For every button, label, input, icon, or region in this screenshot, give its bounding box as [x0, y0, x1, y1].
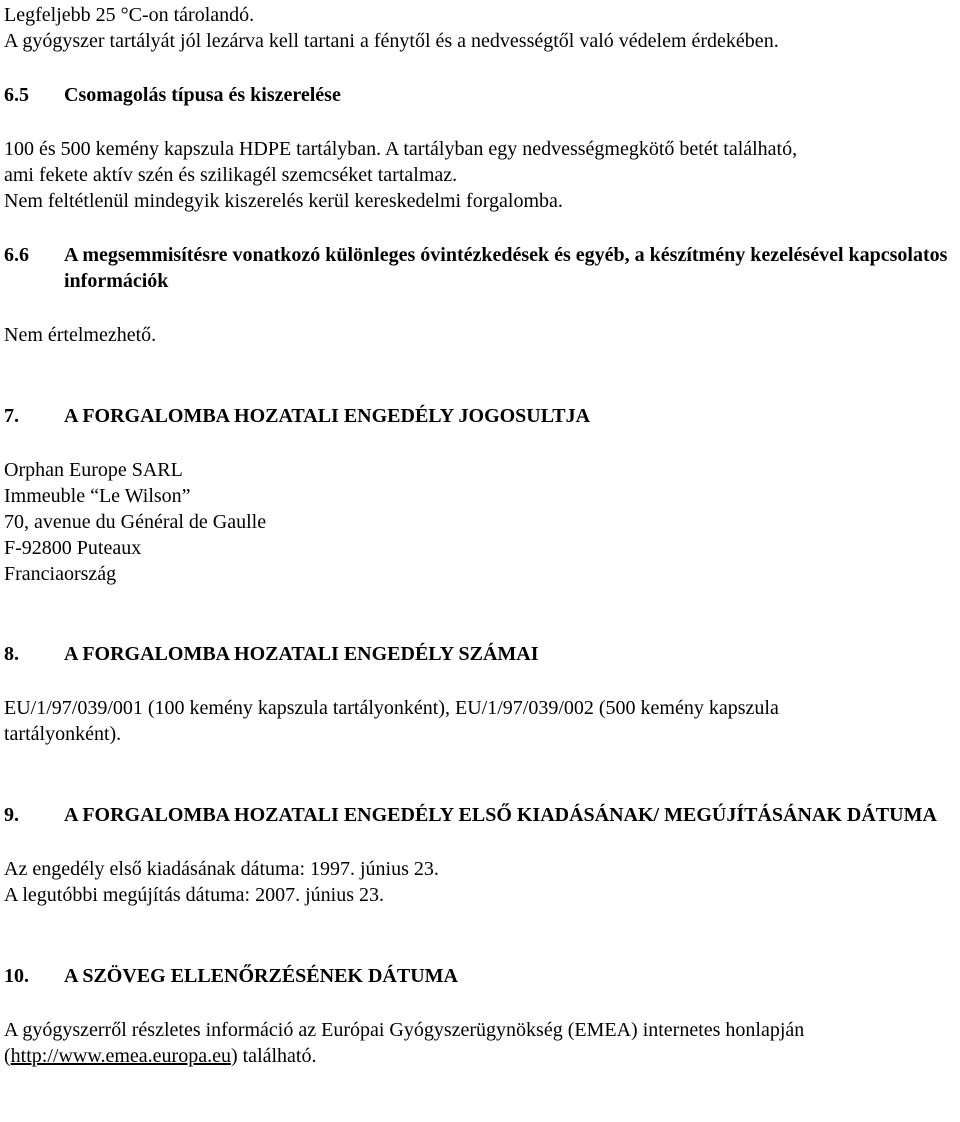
storage-text: Legfeljebb 25 °C-on tárolandó. — [4, 4, 255, 26]
section-7-heading — [4, 403, 959, 429]
section-title: A FORGALOMBA HOZATALI ENGEDÉLY SZÁMAI — [64, 643, 539, 665]
section-number: 10. — [4, 965, 29, 987]
section-title: A megsemmisítésre vonatkozó különleges óvintézkedések és egyéb, a készítmény kezelésével kapcsolatos információk — [64, 244, 948, 292]
container-protection-text: A gyógyszer tartályát jól lezárva kell tartani a fénytől és a nedvességtől való védelem érdekében. — [4, 30, 779, 52]
disposal-text: Nem értelmezhető. — [4, 324, 157, 346]
packaging-text-line: Nem feltétlenül mindegyik kiszerelés kerül kereskedelmi forgalomba. — [4, 190, 563, 212]
first-authorisation-date: Az engedély első kiadásának dátuma: 1997. június 23. — [4, 858, 439, 880]
more-info-text-line2 — [4, 1043, 959, 1069]
section-number: 8. — [4, 643, 19, 665]
address-line: Franciaország — [4, 563, 117, 585]
section-title: A FORGALOMBA HOZATALI ENGEDÉLY JOGOSULTJA — [64, 405, 591, 427]
packaging-text-line: 100 és 500 kemény kapszula HDPE tartályban. A tartályban egy nedvességmegkötő betét található, — [4, 138, 798, 160]
packaging-text-line: ami fekete aktív szén és szilikagél szemcséket tartalmaz. — [4, 164, 458, 186]
section-number: 7. — [4, 405, 19, 427]
section-title: A FORGALOMBA HOZATALI ENGEDÉLY ELSŐ KIADÁSÁNAK/ MEGÚJÍTÁSÁNAK DÁTUMA — [64, 804, 937, 826]
section-6-6-heading — [4, 242, 959, 294]
document-page — [4, 2, 959, 1069]
authorisation-numbers-line: EU/1/97/039/001 (100 kemény kapszula tartályonként), EU/1/97/039/002 (500 kemény kapszula — [4, 697, 779, 719]
section-title: A SZÖVEG ELLENŐRZÉSÉNEK DÁTUMA — [64, 965, 458, 987]
section-number: 9. — [4, 804, 19, 826]
section-title: Csomagolás típusa és kiszerelése — [64, 84, 341, 106]
more-info-text-end: ) található. — [230, 1045, 317, 1067]
paren-open: ( — [4, 1045, 11, 1067]
authorisation-numbers-line: tartályonként). — [4, 723, 122, 745]
address-line: Orphan Europe SARL — [4, 459, 183, 481]
section-10-heading — [4, 963, 959, 989]
section-9-heading — [4, 802, 959, 828]
address-line: Immeuble “Le Wilson” — [4, 485, 191, 507]
section-8-heading — [4, 641, 959, 667]
section-number: 6.5 — [4, 84, 29, 106]
more-info-text: A gyógyszerről részletes információ az Európai Gyógyszerügynökség (EMEA) internetes honlapján — [4, 1019, 805, 1041]
emea-website-link[interactable]: http://www.emea.europa.eu — [10, 1045, 231, 1067]
renewal-date: A legutóbbi megújítás dátuma: 2007. június 23. — [4, 884, 384, 906]
section-number: 6.6 — [4, 244, 29, 266]
address-line: F-92800 Puteaux — [4, 537, 142, 559]
section-6-5-heading — [4, 82, 959, 108]
address-line: 70, avenue du Général de Gaulle — [4, 511, 267, 533]
